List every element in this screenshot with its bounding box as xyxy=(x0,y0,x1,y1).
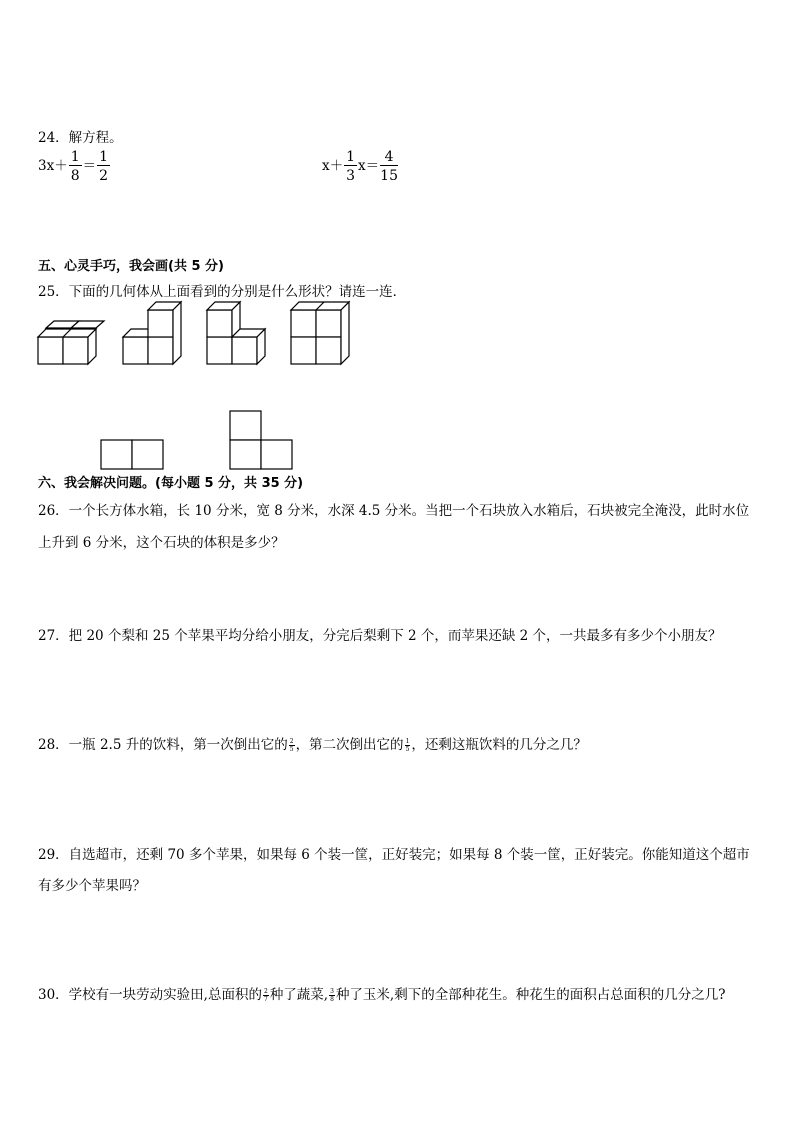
q30-text xyxy=(38,983,725,1003)
fraction-4-15 xyxy=(380,150,398,183)
q29-line1: 29．自选超市，还剩 70 多个苹果，如果每 6 个装一筐，正好装完；如果每 8 个装一筐，正好装完。你能知道这个超市 xyxy=(38,847,750,863)
numerator: 2 xyxy=(289,737,294,745)
fraction-2-5 xyxy=(289,739,295,753)
q26-line2: 上升到 6 分米，这个石块的体积是多少？ xyxy=(38,535,285,551)
denominator: 8 xyxy=(70,168,80,184)
fraction-1-5 xyxy=(405,739,411,753)
denominator: 15 xyxy=(380,168,398,184)
fraction-3-8 xyxy=(329,989,335,1003)
eq2-lhs: x＋ xyxy=(322,158,344,174)
fraction-2-7 xyxy=(263,989,269,1003)
solid-figure-2 xyxy=(123,302,181,364)
fraction-1-2 xyxy=(97,150,110,183)
q30-part3: 种了玉米,剩下的全部种花生。种花生的面积占总面积的几分之几? xyxy=(335,987,726,1003)
q24-label: 24．解方程。 xyxy=(38,130,123,146)
section-5-title: 五、心灵手巧，我会画(共 5 分) xyxy=(38,259,224,274)
q28-part3: ，还剩这瓶饮料的几分之几？ xyxy=(411,737,587,753)
fraction-1-3 xyxy=(344,150,357,183)
denominator: 8 xyxy=(330,995,334,1003)
denominator: 3 xyxy=(346,168,356,184)
equation-1 xyxy=(38,150,111,183)
numerator: 1 xyxy=(99,149,109,165)
numerator: 3 xyxy=(330,987,334,995)
numerator: 1 xyxy=(70,149,80,165)
q28-text xyxy=(38,733,587,753)
solid-figure-4 xyxy=(291,302,349,364)
fraction-1-8 xyxy=(69,150,82,183)
top-view-l-shape xyxy=(230,411,292,469)
q28-part2: ，第二次倒出它的 xyxy=(295,737,404,753)
denominator: 2 xyxy=(99,168,109,184)
q26-line1: 26．一个长方体水箱，长 10 分米，宽 8 分米，水深 4.5 分米。当把一个石块放入水箱后，石块被完全淹没，此时水位 xyxy=(38,503,750,519)
q27-text: 27．把 20 个梨和 25 个苹果平均分给小朋友，分完后梨剩下 2 个，而苹果还缺 2 个，一共最多有多少个小朋友？ xyxy=(38,628,722,644)
cube-figures xyxy=(30,298,360,473)
numerator: 2 xyxy=(263,987,268,995)
numerator: 1 xyxy=(405,737,410,745)
q28-part1: 28．一瓶 2.5 升的饮料，第一次倒出它的 xyxy=(38,737,288,753)
numerator: 1 xyxy=(346,149,356,165)
solid-figure-3 xyxy=(207,302,265,364)
q30-part1: 30．学校有一块劳动实验田,总面积的 xyxy=(38,987,262,1003)
denominator: 7 xyxy=(263,995,268,1003)
q30-part2: 种了蔬菜, xyxy=(269,987,329,1003)
section-6-title: 六、我会解决问题。(每小题 5 分，共 35 分) xyxy=(38,476,304,491)
q29-line2: 有多少个苹果吗？ xyxy=(38,878,146,894)
eq1-equals: ＝ xyxy=(82,158,97,174)
solid-figure-1 xyxy=(38,321,104,364)
eq1-lhs: 3x＋ xyxy=(38,158,68,174)
top-view-two-squares xyxy=(101,440,163,469)
numerator: 4 xyxy=(380,150,398,166)
equation-2 xyxy=(322,150,399,183)
denominator: 5 xyxy=(405,745,410,753)
denominator: 5 xyxy=(289,745,294,753)
q25-text: 25．下面的几何体从上面看到的分别是什么形状？请连一连． xyxy=(38,284,407,300)
eq2-mid: x＝ xyxy=(358,158,380,174)
